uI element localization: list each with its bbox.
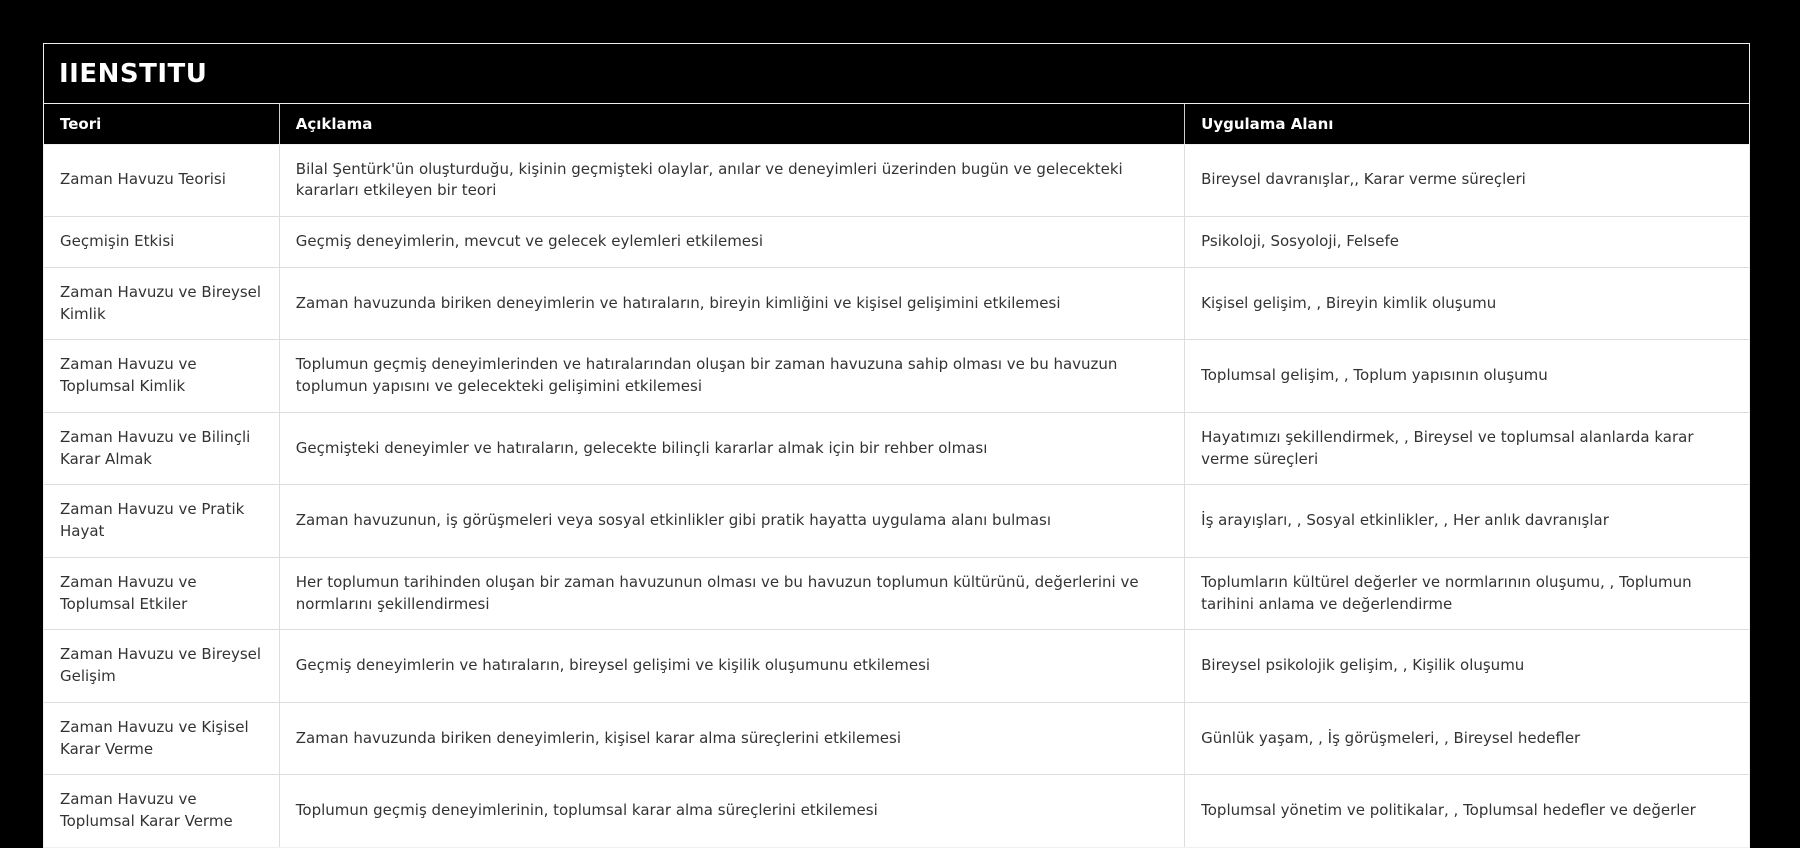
cell-aciklama: Geçmiş deneyimlerin ve hatıraların, bireysel gelişimi ve kişilik oluşumunu etkilemesi [279,630,1184,703]
column-header-teori: Teori [44,104,279,144]
cell-aciklama: Geçmişteki deneyimler ve hatıraların, gelecekte bilinçli kararlar almak için bir rehber olması [279,412,1184,485]
cell-uygulama: Toplumsal gelişim, , Toplum yapısının oluşumu [1185,340,1749,413]
cell-teori: Zaman Havuzu ve Bireysel Gelişim [44,630,279,703]
cell-teori: Zaman Havuzu ve Pratik Hayat [44,485,279,558]
cell-teori: Zaman Havuzu ve Bilinçli Karar Almak [44,412,279,485]
cell-teori: Zaman Havuzu ve Toplumsal Etkiler [44,557,279,630]
table-header-row [44,104,1749,144]
cell-teori: Zaman Havuzu ve Toplumsal Karar Verme [44,775,279,847]
cell-teori: Zaman Havuzu Teorisi [44,144,279,217]
cell-uygulama: Toplumların kültürel değerler ve normlarının oluşumu, , Toplumun tarihini anlama ve değerlendirme [1185,557,1749,630]
table-header [44,104,1749,144]
cell-aciklama: Her toplumun tarihinden oluşan bir zaman havuzunun olması ve bu havuzun toplumun kültürünü, değerlerini ve normlarını şekillendirmesi [279,557,1184,630]
cell-uygulama: Bireysel psikolojik gelişim, , Kişilik oluşumu [1185,630,1749,703]
table-row [44,340,1749,413]
cell-teori: Zaman Havuzu ve Bireysel Kimlik [44,267,279,340]
cell-uygulama: İş arayışları, , Sosyal etkinlikler, , Her anlık davranışlar [1185,485,1749,558]
cell-aciklama: Bilal Şentürk'ün oluşturduğu, kişinin geçmişteki olaylar, anılar ve deneyimleri üzerinden bugün ve gelecekteki kararları etkileyen bir teori [279,144,1184,217]
cell-uygulama: Toplumsal yönetim ve politikalar, , Toplumsal hedefler ve değerler [1185,775,1749,847]
cell-uygulama: Kişisel gelişim, , Bireyin kimlik oluşumu [1185,267,1749,340]
cell-teori: Zaman Havuzu ve Kişisel Karar Verme [44,702,279,775]
cell-aciklama: Geçmiş deneyimlerin, mevcut ve gelecek eylemleri etkilemesi [279,217,1184,268]
table-row [44,775,1749,847]
cell-aciklama: Toplumun geçmiş deneyimlerinin, toplumsal karar alma süreçlerini etkilemesi [279,775,1184,847]
table-row [44,267,1749,340]
cell-uygulama: Bireysel davranışlar,, Karar verme süreçleri [1185,144,1749,217]
table-row [44,485,1749,558]
theory-table [44,104,1749,847]
column-header-aciklama: Açıklama [279,104,1184,144]
table-row [44,630,1749,703]
cell-aciklama: Zaman havuzunda biriken deneyimlerin, kişisel karar alma süreçlerini etkilemesi [279,702,1184,775]
table-body [44,144,1749,847]
cell-teori: Zaman Havuzu ve Toplumsal Kimlik [44,340,279,413]
content-card [43,43,1750,848]
table-row [44,144,1749,217]
cell-uygulama: Psikoloji, Sosyoloji, Felsefe [1185,217,1749,268]
cell-aciklama: Zaman havuzunda biriken deneyimlerin ve hatıraların, bireyin kimliğini ve kişisel gelişimini etkilemesi [279,267,1184,340]
cell-uygulama: Günlük yaşam, , İş görüşmeleri, , Bireysel hedefler [1185,702,1749,775]
page-title: IIENSTITU [59,58,208,89]
brand-header [44,44,1749,104]
cell-aciklama: Toplumun geçmiş deneyimlerinden ve hatıralarından oluşan bir zaman havuzuna sahip olması ve bu havuzun toplumun yapısını ve gelecekteki gelişimini etkilemesi [279,340,1184,413]
cell-aciklama: Zaman havuzunun, iş görüşmeleri veya sosyal etkinlikler gibi pratik hayatta uygulama alanı bulması [279,485,1184,558]
table-row [44,557,1749,630]
column-header-uygulama: Uygulama Alanı [1185,104,1749,144]
cell-uygulama: Hayatımızı şekillendirmek, , Bireysel ve toplumsal alanlarda karar verme süreçleri [1185,412,1749,485]
table-row [44,217,1749,268]
table-row [44,702,1749,775]
cell-teori: Geçmişin Etkisi [44,217,279,268]
table-row [44,412,1749,485]
